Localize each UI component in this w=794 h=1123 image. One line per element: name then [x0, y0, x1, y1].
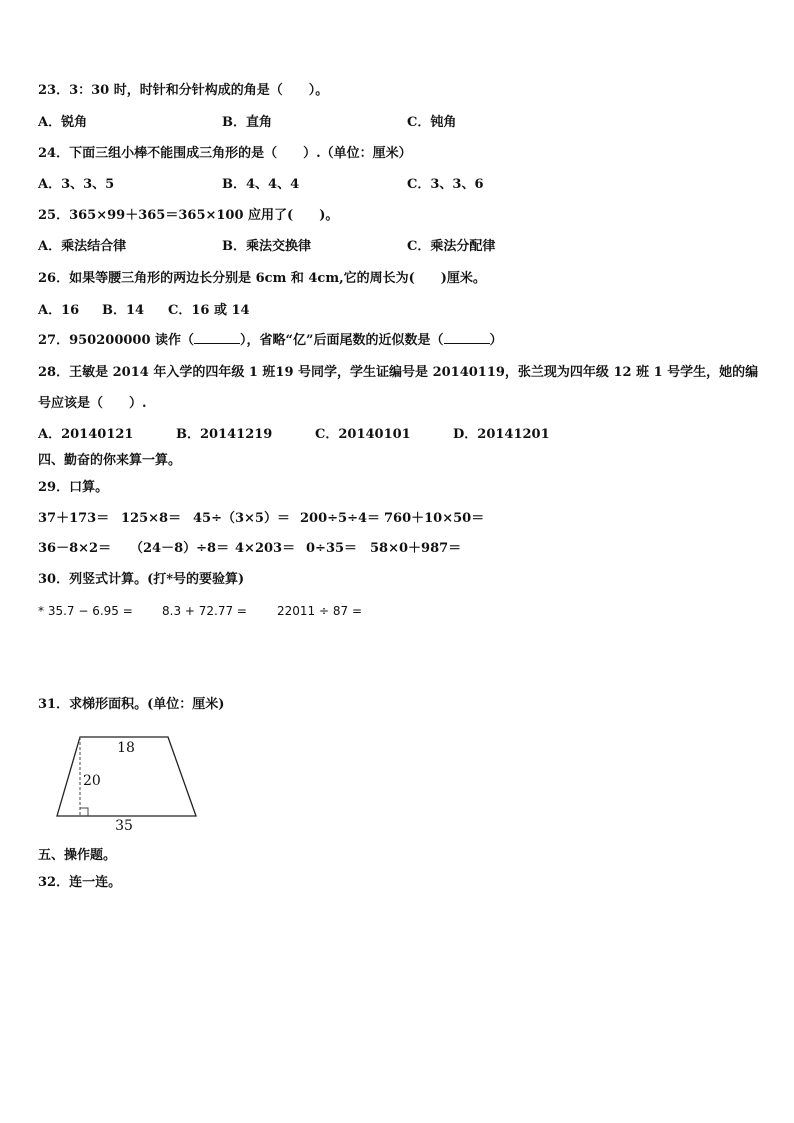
q27-blank-approx[interactable]: [444, 333, 490, 344]
q30-item-2: 8.3 + 72.77 =: [162, 604, 247, 618]
trapezoid-top-label: 18: [117, 740, 135, 756]
q29-r1-item-1: 37＋173＝: [38, 511, 110, 526]
right-angle-mark: [80, 808, 88, 816]
q23-option-b: B．直角: [222, 115, 272, 130]
q28-option-a: A．20140121: [38, 427, 134, 442]
q24-stem: 24．下面三组小棒不能围成三角形的是（ ）.（单位：厘米）: [38, 146, 412, 161]
q30-item-1: * 35.7 − 6.95 =: [38, 604, 133, 618]
q27-text-1: 27．950200000 读作（: [38, 333, 195, 348]
q28-option-d: D．20141201: [453, 427, 550, 442]
q24-option-c: C．3、3、6: [407, 177, 484, 192]
q25-stem: 25．365×99＋365＝365×100 应用了( )。: [38, 208, 339, 223]
q29-r2-item-3: 4×203＝: [235, 541, 296, 556]
q29-r2-item-5: 58×0＋987＝: [370, 541, 462, 556]
trapezoid-bottom-label: 35: [115, 818, 133, 833]
q27-text-3: ）: [489, 333, 503, 348]
q25-option-a: A．乘法结合律: [38, 239, 127, 254]
trapezoid-height-label: 20: [83, 773, 101, 789]
section-4-heading: 四、勤奋的你来算一算。: [38, 453, 182, 468]
q24-option-a: A．3、3、5: [38, 177, 115, 192]
q29-r1-item-4: 200÷5÷4＝: [300, 511, 381, 526]
q28-option-c: C．20140101: [315, 427, 411, 442]
q26-option-b: B．14: [102, 303, 145, 318]
q30-stem: 30．列竖式计算。(打*号的要验算): [38, 572, 245, 587]
section-5-heading: 五、操作题。: [38, 848, 117, 863]
q26-option-c: C．16 或 14: [168, 303, 250, 318]
q24-option-b: B．4、4、4: [222, 177, 300, 192]
q26-stem: 26．如果等腰三角形的两边长分别是 6cm 和 4cm,它的周长为( )厘米。: [38, 271, 486, 286]
q27-blank-reading[interactable]: [194, 333, 240, 344]
q25-option-c: C．乘法分配律: [407, 239, 496, 254]
q30-item-3: 22011 ÷ 87 =: [277, 604, 362, 618]
q28-stem-line-2: 号应该是（ ）.: [38, 396, 147, 411]
q25-option-b: B．乘法交换律: [222, 239, 311, 254]
q29-r1-item-2: 125×8＝: [121, 511, 182, 526]
q23-stem: 23．3：30 时，时针和分针构成的角是（ ）。: [38, 83, 329, 98]
q29-r1-item-5: 760＋10×50＝: [384, 511, 485, 526]
q29-r2-item-1: 36－8×2＝: [38, 541, 112, 556]
q23-option-c: C．钝角: [407, 115, 457, 130]
q28-option-b: B．20141219: [176, 427, 273, 442]
q29-r1-item-3: 45÷（3×5）＝: [193, 511, 290, 526]
q31-stem: 31．求梯形面积。(单位：厘米): [38, 697, 225, 712]
trapezoid-figure: [50, 733, 205, 833]
q27-line: [38, 333, 503, 349]
q29-r2-item-2: （24－8）÷8＝: [130, 541, 230, 556]
q23-option-a: A．锐角: [38, 115, 88, 130]
q29-stem: 29．口算。: [38, 480, 109, 495]
q28-stem-line-1: 28．王敏是 2014 年入学的四年级 1 班19 号同学，学生证编号是 20140119，张兰现为四年级 12 班 1 号学生，她的编: [38, 365, 759, 380]
q32-stem: 32．连一连。: [38, 875, 122, 890]
q26-option-a: A．16: [38, 303, 80, 318]
q29-r2-item-4: 0÷35＝: [306, 541, 358, 556]
q27-text-2: ），省略“亿”后面尾数的近似数是（: [240, 333, 444, 348]
